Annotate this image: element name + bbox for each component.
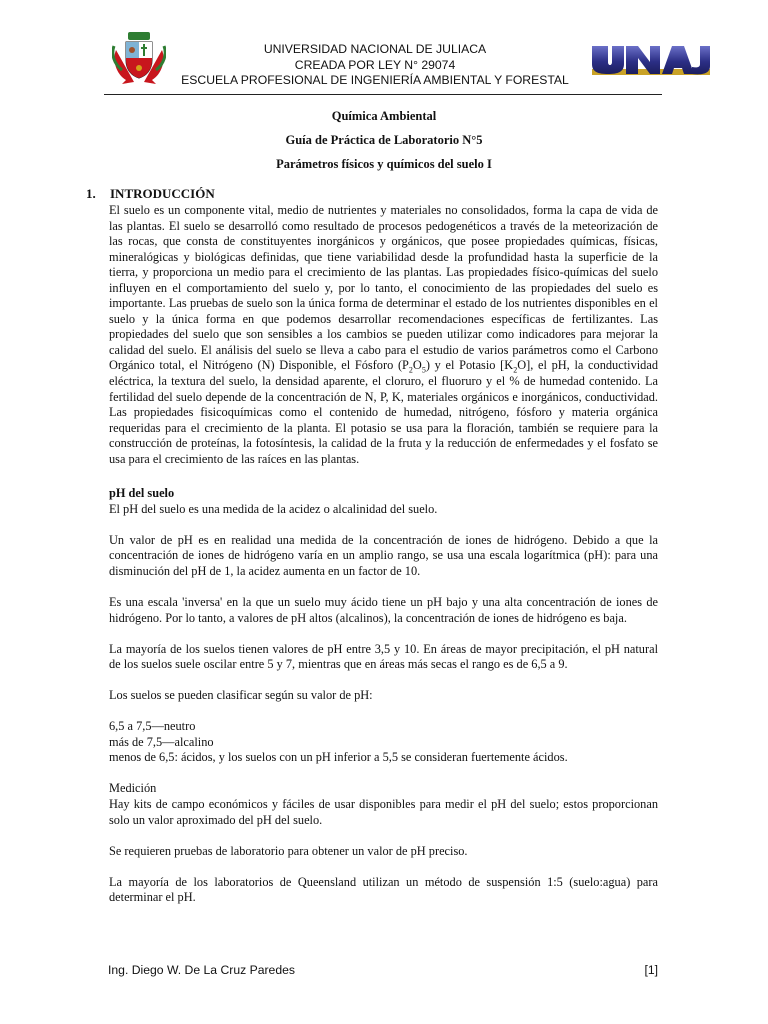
document-body bbox=[109, 203, 658, 921]
footer-author: Ing. Diego W. De La Cruz Paredes bbox=[108, 963, 295, 977]
document-titles bbox=[108, 108, 660, 180]
ph-heading: pH del suelo bbox=[109, 486, 175, 501]
ph-class-alkaline: más de 7,5—alcalino bbox=[109, 734, 214, 749]
measurement-paragraph-1: Hay kits de campo económicos y fáciles de usar disponibles para medir el pH del suelo; estos proporcionan solo un valor aproximado del pH del suelo. bbox=[109, 796, 658, 827]
ph-class-neutral: 6,5 a 7,5—neutro bbox=[109, 719, 196, 734]
ph-paragraph-2: Es una escala 'inversa' en la que un suelo muy ácido tiene un pH bajo y una alta concentración de iones de hidrógeno. Por lo tanto, a valores de pH altos (alcalinos), la concentración de iones de hidrógeno es baja. bbox=[109, 595, 658, 625]
ph-paragraph-4: Los suelos se pueden clasificar según su valor de pH: bbox=[109, 688, 373, 703]
university-name: UNIVERSIDAD NACIONAL DE JULIACA bbox=[263, 42, 487, 56]
measurement-paragraph-3: La mayoría de los laboratorios de Queensland utilizan un método de suspensión 1:5 (suelo:agua) para determinar el pH. bbox=[109, 874, 658, 905]
section-number: 1. bbox=[86, 186, 96, 201]
intro-paragraph: El suelo es un componente vital, medio de nutrientes y materiales no consolidados, forma la capa de vida de las plantas. El suelo se desarrolló como resultado de procesos pedogenéticos a través de la meteorización de las rocas, que consta de constituyentes inorgánicos y orgánicos, que posee propiedades químicas, físicas, mineralógicas y biológicas definidas, que tiene variabilidad desde la profundidad hasta la superficie de la tierra, y proporciona un medio para el crecimiento de las plantas. Las propiedades físico-químicas del suelo influyen en el comportamiento del suelo y, por lo tanto, el conocimiento de las propiedades del suelo es importante. Las pruebas de suelo son la única forma de determinar el estado de los nutrientes disponibles en el suelo y la única forma en que podemos desarrollar recomendaciones específicas de fertilizantes. Las propiedades del suelo que son sensibles a los cambios se pueden utilizar como indicadores para mejorar la calidad del suelo. El análisis del suelo se lleva a cabo para el estudio de varios parámetros como el Carbono Orgánico total, el Nitrógeno (N) Disponible, el Fósforo $(P_2O_5)$ y el Potasio $[K_2O]$, el pH, la conductividad eléctrica, la textura del suelo, la densidad aparente, el cloruro, el fluoruro y el % de humedad contenido. La fertilidad del suelo depende de la concentración de N, P, K, materiales orgánicos e inorgánicos, conductividad. Las propiedades fisicoquímicas como el contenido de humedad, nitrógeno, fósforo y materia orgánica requeridas para el crecimiento de la planta. El potasio se usa para la floración, también se requiere para la construcción de proteínas, la fotosíntesis, la calidad de la fruta y la reducción de enfermedades y el fosfato se usa para el crecimiento de las raíces en las plantas. bbox=[109, 203, 658, 466]
section-title: INTRODUCCIÓN bbox=[110, 186, 215, 201]
ph-paragraph-3: La mayoría de los suelos tienen valores de pH entre 3,5 y 10. En áreas de mayor precipitación, el pH natural de los suelos suele oscilar entre 5 y 7, mientras que en áreas más secas el rango es de 6,5 a 9. bbox=[109, 641, 658, 672]
national-crest-icon bbox=[112, 30, 166, 86]
page-number: [1] bbox=[644, 963, 658, 977]
guide-title: Guía de Práctica de Laboratorio N°5 bbox=[285, 133, 483, 147]
school-name: ESCUELA PROFESIONAL DE INGENIERÍA AMBIENTAL Y FORESTAL bbox=[181, 73, 569, 87]
measurement-heading: Medición bbox=[109, 781, 157, 796]
ph-paragraph-1: Un valor de pH es en realidad una medida de la concentración de iones de hidrógeno. Debido a que la concentración de iones de hidrógeno varía en un amplio rango, se usa una escala logarítmica (pH): para una disminución del pH de 1, la acidez aumenta en un factor de 10. bbox=[109, 532, 658, 578]
university-law: CREADA POR LEY N° 29074 bbox=[294, 57, 456, 72]
ph-class-acid: menos de 6,5: ácidos, y los suelos con un pH inferior a 5,5 se consideran fuertemente ácidos. bbox=[109, 750, 568, 765]
course-title: Química Ambiental bbox=[331, 109, 437, 123]
measurement-paragraph-2: Se requieren pruebas de laboratorio para obtener un valor de pH preciso. bbox=[109, 843, 468, 858]
ph-definition: El pH del suelo es una medida de la acidez o alcalinidad del suelo. bbox=[109, 501, 438, 516]
unaj-logo-icon bbox=[588, 42, 714, 78]
section-heading bbox=[86, 186, 660, 202]
page-header bbox=[104, 28, 662, 95]
topic-title: Parámetros físicos y químicos del suelo I bbox=[276, 157, 492, 171]
